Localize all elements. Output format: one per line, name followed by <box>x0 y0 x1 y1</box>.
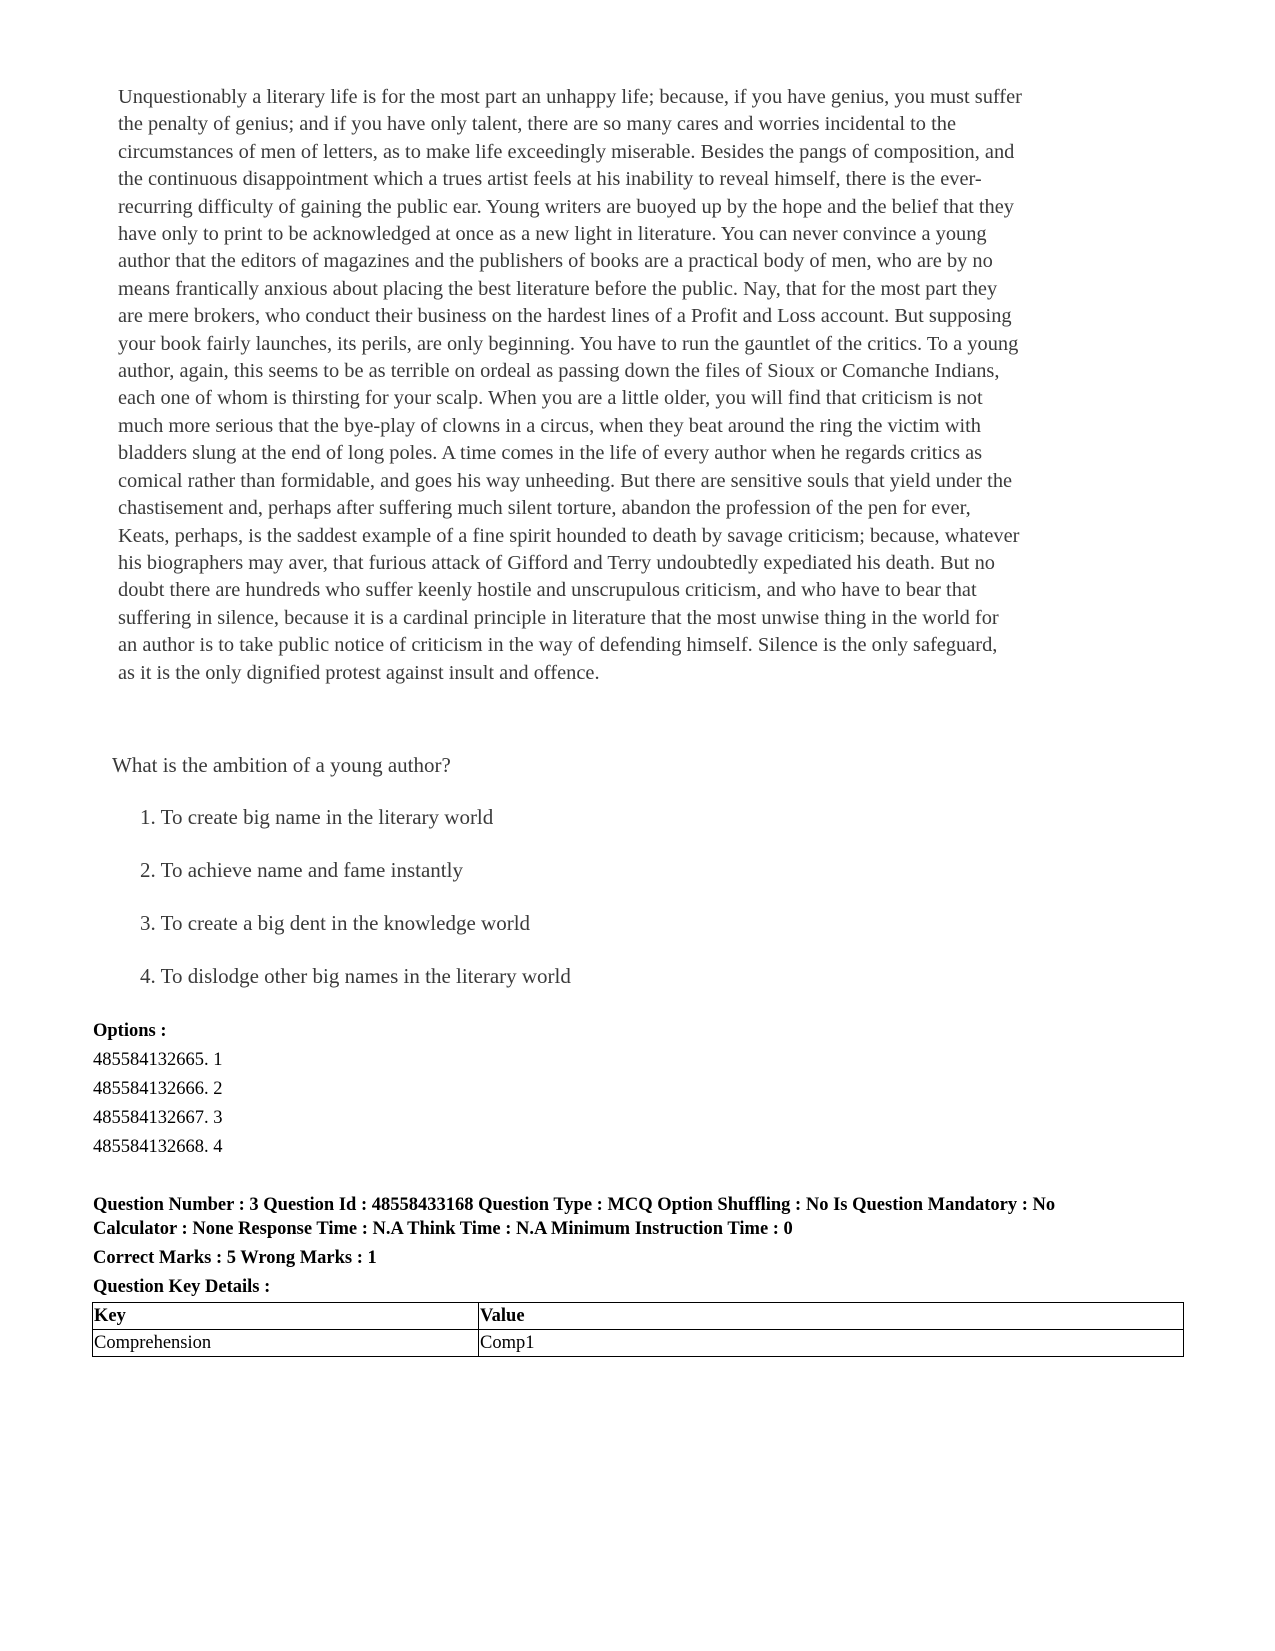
passage-line: circumstances of men of letters, as to make life exceedingly miserable. Besides the pangs of composition, and <box>118 140 1015 163</box>
choice-1: 1. To create big name in the literary world <box>140 805 494 829</box>
cell-value: Comp1 <box>479 1330 1184 1357</box>
passage-line: chastisement and, perhaps after suffering much silent torture, abandon the profession of the pen for ever, <box>118 497 971 520</box>
option-item: 485584132665. 1 <box>93 1050 223 1070</box>
options-title: Options : <box>93 1021 167 1041</box>
passage-line: are mere brokers, who conduct their business on the hardest lines of a Profit and Loss account. But supposing <box>118 305 1012 328</box>
passage-line: bladders slung at the end of long poles. A time comes in the life of every author when he regards critics as <box>118 442 983 465</box>
passage-line: suffering in silence, because it is a cardinal principle in literature that the most unwise thing in the world for <box>118 606 999 629</box>
passage-image <box>118 84 1168 687</box>
marks-line: Correct Marks : 5 Wrong Marks : 1 <box>93 1248 377 1268</box>
passage-line: Unquestionably a literary life is for the most part an unhappy life; because, if you have genius, you must suffer <box>118 86 1022 108</box>
passage-line: recurring difficulty of gaining the public ear. Young writers are buoyed up by the hope and the belief that they <box>118 195 1015 218</box>
question-meta <box>93 1193 1055 1299</box>
question-text: What is the ambition of a young author? <box>112 753 451 777</box>
passage-line: author, again, this seems to be as terrible on ordeal as passing down the files of Sioux or Comanche Indians, <box>118 360 1000 383</box>
passage-line: the penalty of genius; and if you have only talent, there are so many cares and worries incidental to the <box>118 113 956 136</box>
key-details-title: Question Key Details : <box>93 1277 271 1297</box>
header-value: Value <box>479 1303 1184 1330</box>
key-details-table <box>92 1302 1184 1357</box>
table-header-row <box>93 1303 1184 1330</box>
choice-4: 4. To dislodge other big names in the literary world <box>140 964 571 988</box>
meta-line-1: Question Number : 3 Question Id : 48558433168 Question Type : MCQ Option Shuffling : No Is Question Mandatory : No <box>93 1195 1056 1215</box>
passage-line: means frantically anxious about placing the best literature before the public. Nay, that for the most part they <box>118 277 998 300</box>
passage-line: the continuous disappointment which a trues artist feels at his inability to reveal himself, there is the ever- <box>118 168 982 191</box>
passage-line: Keats, perhaps, is the saddest example of a fine spirit hounded to death by savage criticism; because, whatever <box>118 524 1020 547</box>
passage-line: your book fairly launches, its perils, are only beginning. You have to run the gauntlet of the critics. To a young <box>118 332 1019 355</box>
passage-line: doubt there are hundreds who suffer keenly hostile and unscrupulous criticism, and who have to bear that <box>118 579 977 602</box>
option-item: 485584132666. 2 <box>93 1079 223 1099</box>
header-key: Key <box>93 1303 479 1330</box>
options-list <box>93 1017 223 1162</box>
cell-key: Comprehension <box>93 1330 479 1357</box>
meta-line-2: Calculator : None Response Time : N.A Think Time : N.A Minimum Instruction Time : 0 <box>93 1219 793 1239</box>
passage-line: have only to print to be acknowledged at once as a new light in literature. You can never convince a young <box>118 223 987 246</box>
option-item: 485584132668. 4 <box>93 1137 223 1157</box>
option-item: 485584132667. 3 <box>93 1108 223 1128</box>
passage-line: as it is the only dignified protest against insult and offence. <box>118 661 600 684</box>
passage-line: much more serious that the bye-play of clowns in a circus, when they beat around the ring the victim with <box>118 414 981 437</box>
choice-2: 2. To achieve name and fame instantly <box>140 858 463 882</box>
passage-line: each one of whom is thirsting for your scalp. When you are a little older, you will find that criticism is not <box>118 387 983 410</box>
table-row <box>93 1330 1184 1357</box>
passage-line: an author is to take public notice of criticism in the way of defending himself. Silence is the only safeguard, <box>118 634 998 657</box>
choice-3: 3. To create a big dent in the knowledge world <box>140 911 531 935</box>
passage-line: author that the editors of magazines and the publishers of books are a practical body of men, who are by no <box>118 250 993 273</box>
passage-line: comical rather than formidable, and goes his way unheeding. But there are sensitive souls that yield under the <box>118 469 1013 492</box>
passage-line: his biographers may aver, that furious attack of Gifford and Terry undoubtedly expediated his death. But no <box>118 551 995 574</box>
